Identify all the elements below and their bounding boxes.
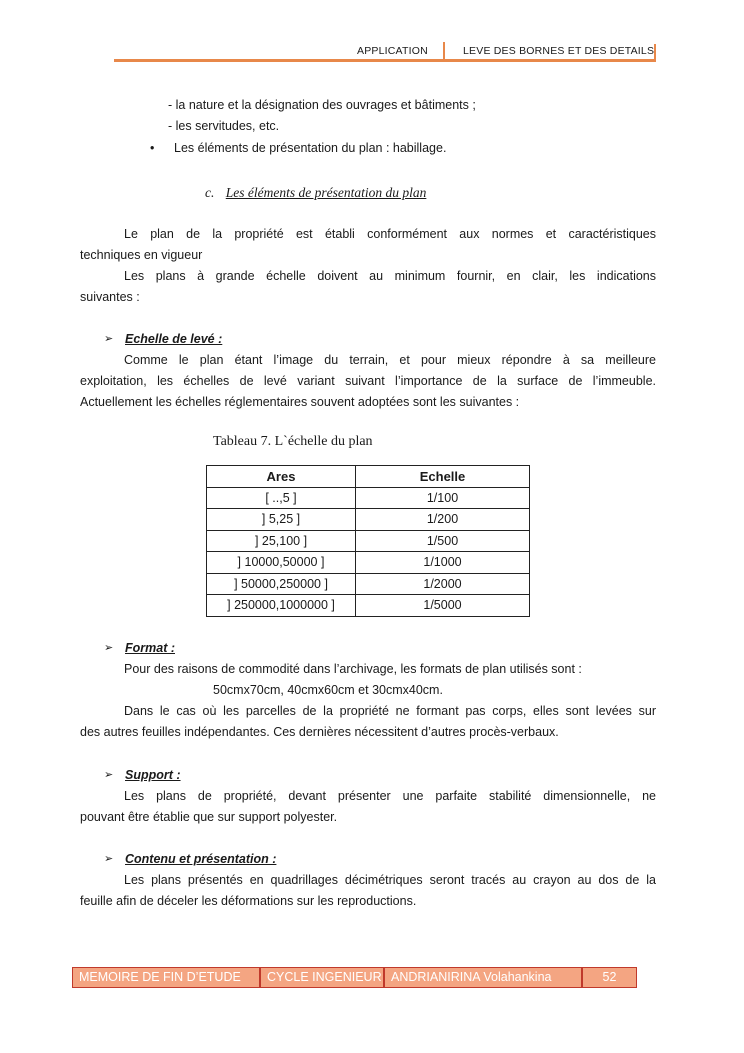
footer-page-number: 52 — [602, 970, 617, 984]
format-sizes: 50cmx70cm, 40cmx60cm et 30cmx40cm. — [213, 683, 443, 697]
support-heading: Support : — [125, 768, 181, 782]
table-row — [207, 573, 530, 595]
table-row — [207, 487, 530, 509]
header-separator — [443, 42, 445, 60]
format-line1: Pour des raisons de commodité dans l’archivage, les formats de plan utilisés sont : — [124, 662, 582, 676]
footer-author: ANDRIANIRINA Volahankina — [385, 968, 583, 987]
contenu-line1: Les plans présentés en quadrillages décimétriques seront tracés au crayon au dos de la — [124, 873, 656, 887]
cell-ares: ] 5,25 ] — [207, 509, 356, 531]
arrow-bullet-icon: ➢ — [104, 853, 114, 865]
table-row — [207, 509, 530, 531]
format-line3: Dans le cas où les parcelles de la propriété ne formant pas corps, elles sont levées sur — [124, 704, 656, 718]
section-c-title — [205, 185, 426, 201]
table-header-row — [207, 466, 530, 488]
footer-memoire: MEMOIRE DE FIN D’ETUDE — [73, 968, 261, 987]
cell-echelle: 1/5000 — [356, 595, 530, 617]
cell-ares: ] 10000,50000 ] — [207, 552, 356, 574]
arrow-bullet-icon: ➢ — [104, 642, 114, 654]
arrow-bullet-icon: ➢ — [104, 333, 114, 345]
header-rule — [114, 59, 656, 62]
list-item-ouvrages: - la nature et la désignation des ouvrages et bâtiments ; — [168, 98, 476, 112]
table-row — [207, 530, 530, 552]
col-header-echelle: Echelle — [356, 466, 530, 488]
table-caption: Tableau 7. L`échelle du plan — [213, 434, 373, 449]
contenu-line2: feuille afin de déceler les déformations sur les reproductions. — [80, 894, 417, 908]
echelle-heading: Echelle de levé : — [125, 332, 223, 346]
list-item-habillage: Les éléments de présentation du plan : habillage. — [174, 141, 447, 155]
support-line2: pouvant être établie que sur support polyester. — [80, 810, 338, 824]
cell-ares: ] 50000,250000 ] — [207, 573, 356, 595]
cell-ares: [ ..,5 ] — [207, 487, 356, 509]
table-row — [207, 552, 530, 574]
cell-echelle: 1/2000 — [356, 573, 530, 595]
footer-cycle: CYCLE INGENIEUR — [261, 968, 385, 987]
contenu-heading: Contenu et présentation : — [125, 852, 277, 866]
bullet-icon: • — [150, 141, 155, 155]
intro-p2-line1: Les plans à grande échelle doivent au minimum fournir, en clair, les indications — [124, 269, 656, 283]
cell-echelle: 1/200 — [356, 509, 530, 531]
cell-echelle: 1/100 — [356, 487, 530, 509]
list-item-servitudes: - les servitudes, etc. — [168, 119, 280, 133]
header-chapter-label: LEVE DES BORNES ET DES DETAILS — [463, 45, 655, 57]
support-line1: Les plans de propriété, devant présenter une parfaite stabilité dimensionnelle, ne — [124, 789, 656, 803]
echelle-line2: exploitation, les échelles de levé variant suivant l’importance de la surface de l’immeuble. — [80, 374, 656, 388]
intro-p2-line2: suivantes : — [80, 290, 140, 304]
arrow-bullet-icon: ➢ — [104, 769, 114, 781]
col-header-ares: Ares — [207, 466, 356, 488]
section-c-heading: Les éléments de présentation du plan — [225, 185, 427, 200]
echelle-line3: Actuellement les échelles réglementaires souvent adoptées sont les suivantes : — [80, 395, 520, 409]
intro-p1-line1: Le plan de la propriété est établi conformément aux normes et caractéristiques — [124, 227, 656, 241]
section-c-letter: c. — [205, 185, 215, 200]
cell-ares: ] 25,100 ] — [207, 530, 356, 552]
format-line4: des autres feuilles indépendantes. Ces dernières nécessitent d’autres procès-verbaux. — [80, 725, 559, 739]
format-heading: Format : — [125, 641, 175, 655]
echelle-line1: Comme le plan étant l’image du terrain, et pour mieux répondre à sa meilleure — [124, 353, 656, 367]
cell-ares: ] 250000,1000000 ] — [207, 595, 356, 617]
header-section-label: APPLICATION — [357, 45, 428, 57]
table-row — [207, 595, 530, 617]
scale-table — [206, 465, 530, 617]
intro-p1-line2: techniques en vigueur — [80, 248, 203, 262]
cell-echelle: 1/1000 — [356, 552, 530, 574]
page-footer — [72, 967, 637, 988]
cell-echelle: 1/500 — [356, 530, 530, 552]
